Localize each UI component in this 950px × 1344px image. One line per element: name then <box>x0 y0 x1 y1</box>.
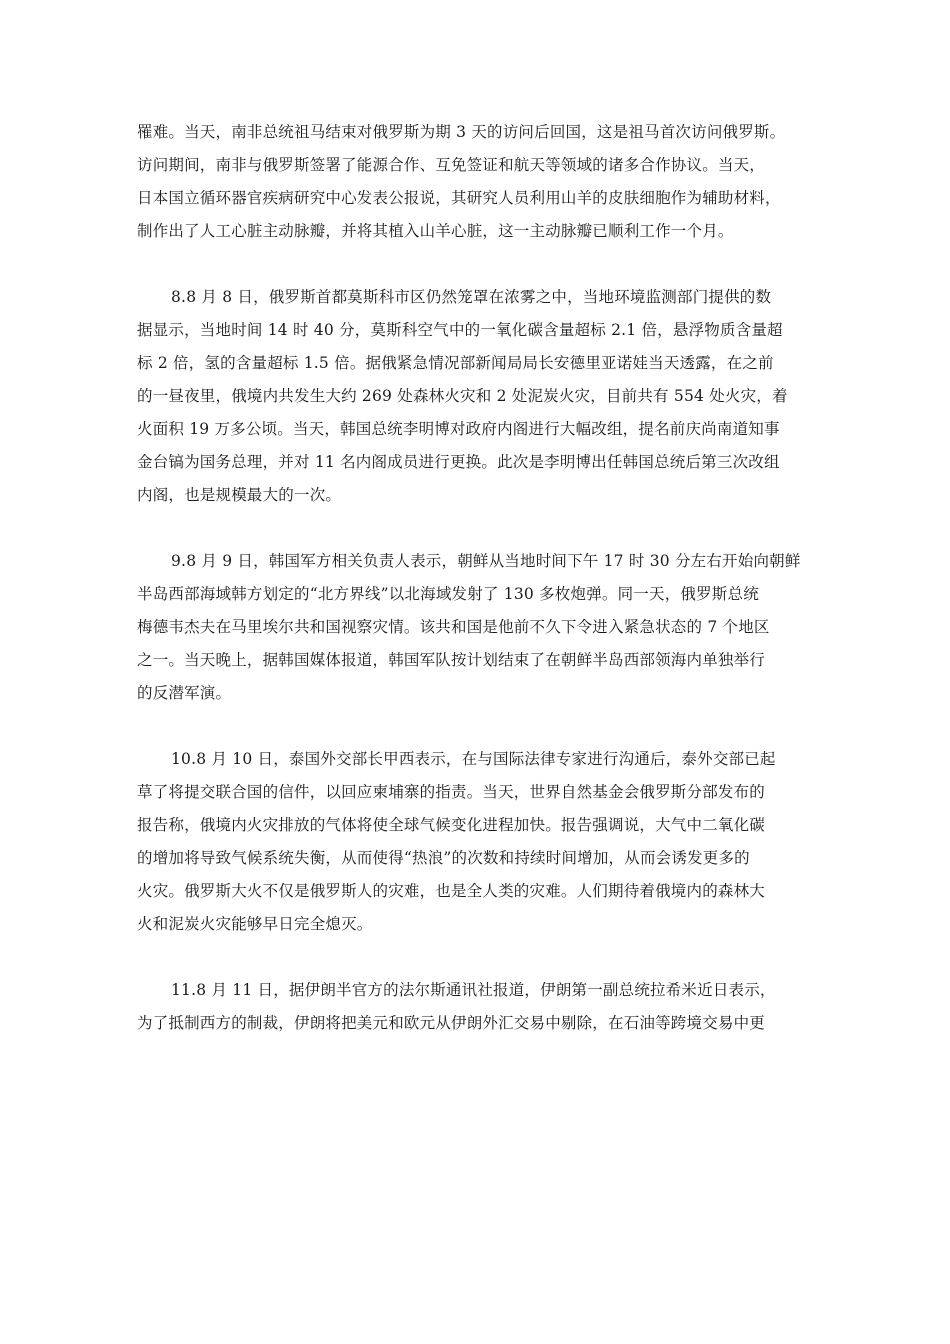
text-line: 访问期间，南非与俄罗斯签署了能源合作、互免签证和航天等领域的诸多合作协议。当天， <box>137 156 766 174</box>
paragraph-item-8 <box>137 281 827 512</box>
text-line: 金台镐为国务总理，并对 11 名内阁成员进行更换。此次是李明博出任韩国总统后第三次改组 <box>137 453 780 471</box>
text-line: 罹难。当天，南非总统祖马结束对俄罗斯为期 3 天的访问后回国，这是祖马首次访问俄罗斯。 <box>137 123 786 141</box>
document-body <box>137 116 827 1040</box>
text-line: 日本国立循环器官疾病研究中心发表公报说，其研究人员利用山羊的皮肤细胞作为辅助材料， <box>137 189 781 207</box>
text-line: 9.8 月 9 日，韩国军方相关负责人表示，朝鲜从当地时间下午 17 时 30 分左右开始向朝鲜 <box>171 552 801 570</box>
text-line: 制作出了人工心脏主动脉瓣，并将其植入山羊心脏，这一主动脉瓣已顺利工作一个月。 <box>137 222 734 240</box>
text-line: 的反潜军演。 <box>137 684 232 702</box>
text-line: 火面积 19 万多公顷。当天，韩国总统李明博对政府内阁进行大幅改组，提名前庆尚南道知事 <box>137 420 780 438</box>
text-line: 火和泥炭火灾能够早日完全熄灭。 <box>137 915 373 933</box>
text-line: 10.8 月 10 日，泰国外交部长甲西表示，在与国际法律专家进行沟通后，泰外交部已起 <box>171 750 776 768</box>
text-line: 报告称，俄境内火灾排放的气体将使全球气候变化进程加快。报告强调说，大气中二氧化碳 <box>137 816 766 834</box>
text-line: 之一。当天晚上，据韩国媒体报道，韩国军队按计划结束了在朝鲜半岛西部领海内单独举行 <box>137 651 766 669</box>
paragraph-item-10 <box>137 743 827 941</box>
text-line: 11.8 月 11 日，据伊朗半官方的法尔斯通讯社报道，伊朗第一副总统拉希米近日表示， <box>171 981 776 999</box>
text-line: 标 2 倍，氢的含量超标 1.5 倍。据俄紧急情况部新闻局局长安德里亚诺娃当天透露，在之前 <box>137 354 774 372</box>
paragraph-continuation <box>137 116 827 248</box>
text-line: 的一昼夜里，俄境内共发生大约 269 处森林火灾和 2 处泥炭火灾，目前共有 554 处火灾，着 <box>137 387 788 405</box>
text-line: 半岛西部海域韩方划定的“北方界线”以北海域发射了 130 多枚炮弹。同一天，俄罗斯总统 <box>137 585 759 603</box>
paragraph-item-9 <box>137 545 827 710</box>
text-line: 火灾。俄罗斯大火不仅是俄罗斯人的灾难，也是全人类的灾难。人们期待着俄境内的森林大 <box>137 882 766 900</box>
text-line: 的增加将导致气候系统失衡，从而使得“热浪”的次数和持续时间增加，从而会诱发更多的 <box>137 849 750 867</box>
text-line: 为了抵制西方的制裁，伊朗将把美元和欧元从伊朗外汇交易中剔除，在石油等跨境交易中更 <box>137 1014 766 1032</box>
text-line: 草了将提交联合国的信件，以回应柬埔寨的指责。当天，世界自然基金会俄罗斯分部发布的 <box>137 783 766 801</box>
text-line: 8.8 月 8 日，俄罗斯首都莫斯科市区仍然笼罩在浓雾之中，当地环境监测部门提供的数 <box>171 288 772 306</box>
text-line: 梅德韦杰夫在马里埃尔共和国视察灾情。该共和国是他前不久下令进入紧急状态的 7 个地区 <box>137 618 770 636</box>
paragraph-item-11 <box>137 974 827 1040</box>
text-line: 内阁，也是规模最大的一次。 <box>137 486 342 504</box>
text-line: 据显示，当地时间 14 时 40 分，莫斯科空气中的一氧化碳含量超标 2.1 倍，悬浮物质含量超 <box>137 321 783 339</box>
